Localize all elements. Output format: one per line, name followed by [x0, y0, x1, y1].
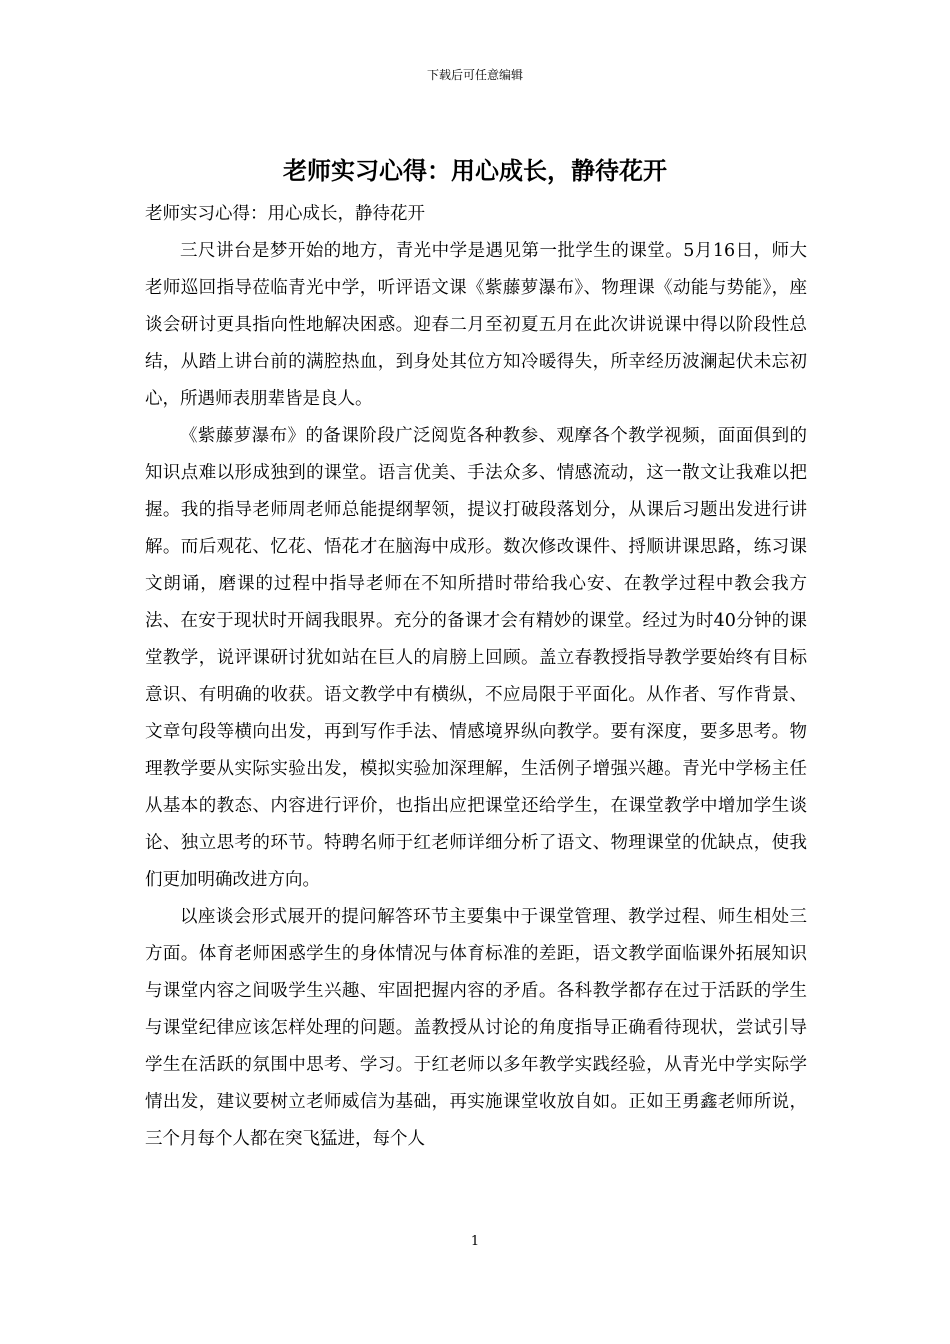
paragraph-2: 《紫藤萝瀑布》的备课阶段广泛阅览各种教参、观摩各个教学视频，面面俱到的知识点难以形成独到的课堂。语言优美、手法众多、情感流动，这一散文让我难以把握。我的指导老师周老师总能提纲挈领，提议打破段落划分，从课后习题出发进行讲解。而后观花、忆花、悟花才在脑海中成形。数次修改课件、捋顺讲课思路，练习课文朗诵，磨课的过程中指导老师在不知所措时带给我心安、在教学过程中教会我方法、在安于现状时开阔我眼界。充分的备课才会有精妙的课堂。经过为时40分钟的课堂教学，说评课研讨犹如站在巨人的肩膀上回顾。盖立春教授指导教学要始终有目标意识、有明确的收获。语文教学中有横纵，不应局限于平面化。从作者、写作背景、文章句段等横向出发，再到写作手法、情感境界纵向教学。要有深度，要多思考。物理教学要从实际实验出发，模拟实验加深理解，生活例子增强兴趣。青光中学杨主任从基本的教态、内容进行评价，也指出应把课堂还给学生，在课堂教学中增加学生谈论、独立思考的环节。特聘名师于红老师详细分析了语文、物理课堂的优缺点，使我们更加明确改进方向。 [145, 426, 807, 890]
document-title: 老师实习心得：用心成长，静待花开 [283, 156, 667, 185]
page-number: 1 [470, 1234, 480, 1249]
paragraph-3: 以座谈会形式展开的提问解答环节主要集中于课堂管理、教学过程、师生相处三方面。体育老师困惑学生的身体情况与体育标准的差距，语文教学面临课外拓展知识与课堂内容之间吸学生兴趣、牢固把握内容的矛盾。各科教学都存在过于活跃的学生与课堂纪律应该怎样处理的问题。盖教授从讨论的角度指导正确看待现状，尝试引导学生在活跃的氛围中思考、学习。于红老师以多年教学实践经验，从青光中学实际学情出发，建议要树立老师威信为基础，再实施课堂收放自如。正如王勇鑫老师所说，三个月每个人都在突飞猛进，每个人 [145, 907, 807, 1149]
page-header: 下载后可任意编辑 [426, 68, 523, 82]
document-body [145, 196, 807, 1158]
paragraph-1: 三尺讲台是梦开始的地方，青光中学是遇见第一批学生的课堂。5月16日，师大老师巡回指导莅临青光中学，听评语文课《紫藤萝瀑布》、物理课《动能与势能》，座谈会研讨更具指向性地解决困惑。迎春二月至初夏五月在此次讲说课中得以阶段性总结，从踏上讲台前的满腔热血，到身处其位方知冷暖得失，所幸经历波澜起伏未忘初心，所遇师表朋辈皆是良人。 [145, 241, 807, 409]
document-subtitle: 老师实习心得：用心成长，静待花开 [145, 204, 425, 224]
